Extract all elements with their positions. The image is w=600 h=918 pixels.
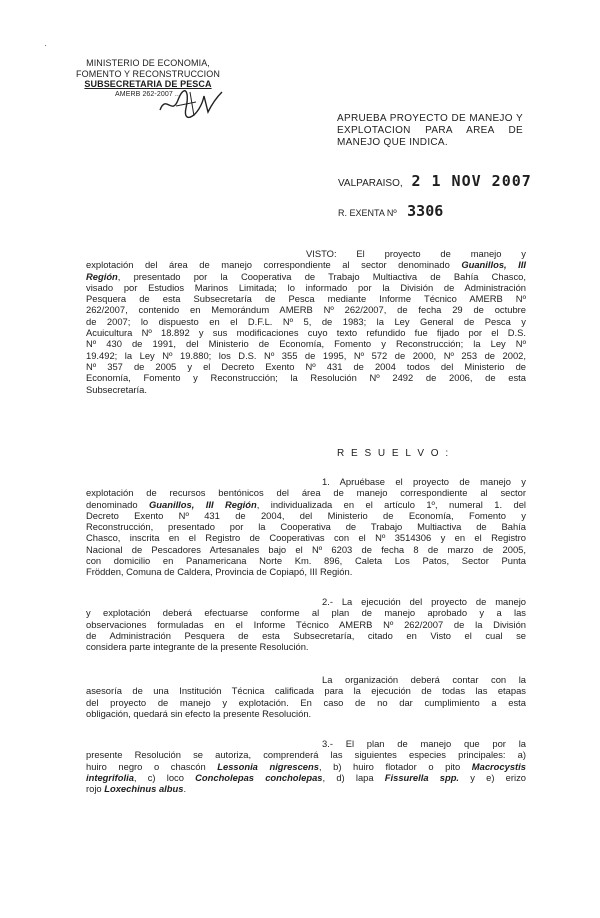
visto-line-9: Nº 430 de 1991, del Ministerio de Economía, Fomento y Reconstrucción; la Ley Nº	[86, 338, 526, 350]
article-1-line-3: denominado Guanillos, III Región, individualizada en el artículo 1º, numeral 1. del	[86, 498, 526, 510]
title-line-2: EXPLOTACION PARA AREA DE	[337, 125, 523, 136]
letterhead-reference: AMERB 262-2007 ...	[115, 90, 181, 98]
article-1-line-9: Frödden, Comuna de Caldera, Provincia de Copiapó, III Región.	[86, 566, 353, 578]
visto-line-13: Subsecretaría.	[86, 383, 147, 395]
letterhead-line-3: SUBSECRETARIA DE PESCA	[84, 79, 212, 89]
visto-line-12: Economía, Fomento y Reconstrucción; la Resolución Nº 2492 de 2006, de esta	[86, 372, 526, 384]
visto-paragraph	[86, 248, 526, 395]
obligation-line-1: La organización deberá contar con la	[322, 674, 526, 685]
visto-line-1: VISTO: El proyecto de manejo y	[306, 248, 526, 259]
article-3-line-1: 3.- El plan de manejo que por la	[322, 738, 526, 749]
article-3-line-5: rojo Loxechinus albus.	[86, 783, 187, 795]
visto-line-8: Acuicultura Nº 18.892 y sus modificaciones cuyo texto refundido fue fijado por el D.S.	[86, 327, 526, 339]
article-2-line-2: y explotación deberá efectuarse conforme al plan de manejo aprobado y a las	[86, 607, 526, 619]
place-date	[338, 172, 532, 190]
place-label: VALPARAISO,	[338, 178, 403, 189]
article-2-line-5: considera parte integrante de la presente Resolución.	[86, 641, 309, 653]
article-1-line-4: Decreto Exento Nº 431 de 2004, del Ministerio de Economía, Fomento y	[86, 509, 526, 521]
visto-line-6: 262/2007, contenido en Memorándum AMERB Nº 262/2007, de fecha 29 de octubre	[86, 304, 526, 316]
article-1-line-7: Nacional de Pescadores Artesanales bajo el Nº 6203 de fecha 8 de marzo de 2005,	[86, 543, 526, 555]
visto-line-7: de 2007; lo dispuesto en el D.F.L. Nº 5, de 1983; la Ley General de Pesca y	[86, 315, 526, 327]
title-line-1: APRUEBA PROYECTO DE MANEJO Y	[337, 113, 523, 124]
visto-line-2: explotación del área de manejo correspondiente al sector denominado Guanillos, III	[86, 259, 526, 271]
article-2	[86, 596, 526, 652]
article-1-line-5: Reconstrucción, presentado por la Cooperativa de Trabajo Multiactiva de Bahía	[86, 521, 526, 533]
resolution-title	[337, 113, 523, 149]
article-1-line-2: explotación de recursos bentónicos del área de manejo correspondiente al sector	[86, 487, 526, 499]
visto-line-3: Región, presentado por la Cooperativa de Trabajo Multiactiva de Bahía Chasco,	[86, 270, 526, 282]
exenta-stamped-number: 3306	[407, 202, 444, 220]
letterhead-line-2: FOMENTO Y RECONSTRUCCION	[76, 68, 220, 79]
obligation-line-4: obligación, quedará sin efecto la presente Resolución.	[86, 707, 312, 719]
visto-line-4: visado por Estudios Marinos Limitada; lo informado por la División de Administración	[86, 281, 526, 293]
visto-line-10: 19.492; la Ley Nº 19.880; los D.S. Nº 355 de 1995, Nº 572 de 2000, Nº 253 de 2002,	[86, 349, 526, 361]
article-1-line-6: Chasco, inscrita en el Registro de Cooperativas con el Nº 3514306 y en el Registro	[86, 532, 526, 544]
article-2-line-3: observaciones formuladas en el Informe Técnico AMERB Nº 262/2007 de la División	[86, 618, 526, 630]
article-3-line-2: presente Resolución se autoriza, comprenderá las siguientes especies principales: a)	[86, 749, 526, 761]
obligation-line-3: del proyecto de manejo y explotación. En caso de no dar cumplimiento a esta	[86, 696, 526, 708]
handwritten-signature	[156, 86, 226, 120]
article-3	[86, 738, 526, 794]
corner-mark: ·	[44, 40, 47, 50]
article-1	[86, 476, 526, 578]
article-1-line-1: 1. Apruébase el proyecto de manejo y	[322, 476, 526, 487]
article-3-line-4: integrifolia, c) loco Concholepas concholepas, d) lapa Fissurella spp. y e) erizo	[86, 771, 526, 783]
exenta-number	[338, 202, 443, 220]
stamped-date: 2 1 NOV 2007	[411, 172, 532, 190]
obligation-line-2: asesoría de una Institución Técnica calificada para la ejecución de todas las etapas	[86, 685, 526, 697]
article-3-line-3: huiro negro o chascón Lessonia nigrescens, b) huiro flotador o pito Macrocystis	[86, 760, 526, 772]
resuelvo-heading: R E S U E L V O :	[337, 448, 451, 459]
title-line-3: MANEJO QUE INDICA.	[337, 137, 448, 148]
article-1-line-8: con domicilio en Panamericana Norte Km. 896, Caleta Los Patos, Sector Punta	[86, 555, 526, 567]
exenta-label: R. EXENTA Nº	[338, 208, 397, 218]
article-2-line-1: 2.- La ejecución del proyecto de manejo	[322, 596, 526, 607]
article-2-line-4: de Administración Pesquera de esta Subsecretaría, citado en Visto el cual se	[86, 629, 526, 641]
article-2-obligation	[86, 674, 526, 719]
letterhead-line-1: MINISTERIO DE ECONOMIA,	[86, 58, 210, 68]
visto-line-5: Pesquera de esta Subsecretaría de Pesca mediante Informe Técnico AMERB Nº	[86, 293, 526, 305]
visto-line-11: Nº 357 de 2005 y el Decreto Exento Nº 431 de 2004 todos del Ministerio de	[86, 360, 526, 372]
